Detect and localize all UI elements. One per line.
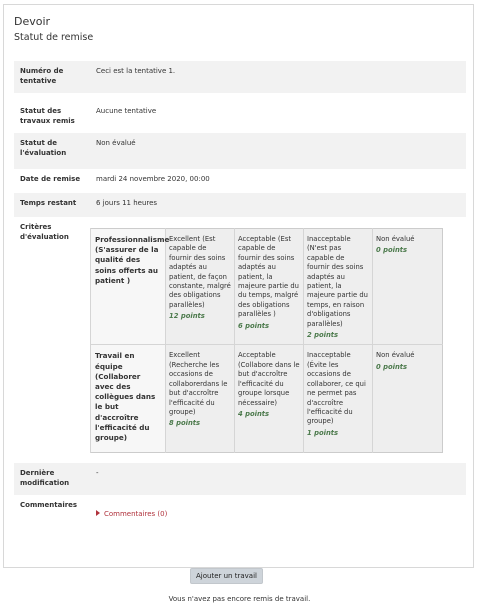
row-due-date [14, 169, 466, 193]
rubric-level[interactable] [166, 345, 235, 453]
row-value: Non évalué [96, 139, 136, 147]
level-points: 1 points [307, 428, 339, 437]
caret-right-icon [96, 510, 100, 516]
level-points: 0 points [376, 246, 408, 255]
page-header [14, 15, 93, 43]
no-submission-note: Vous n'avez pas encore remis de travail. [168, 595, 311, 603]
row-attempt [14, 61, 466, 93]
rubric-level[interactable] [235, 229, 304, 345]
add-submission-button[interactable]: Ajouter un travail [190, 568, 263, 584]
row-submission-status [14, 101, 466, 133]
submission-status-table [14, 61, 466, 535]
row-grading-status [14, 133, 466, 169]
level-definition: Non évalué [376, 235, 415, 243]
level-points: 6 points [238, 321, 270, 330]
rubric-level[interactable] [373, 345, 443, 453]
row-label: Statut de l'évaluation [20, 139, 67, 157]
row-label: Commentaires [20, 501, 78, 510]
row-value: - [96, 469, 99, 478]
level-points: 12 points [169, 312, 205, 321]
row-label: Critères d'évaluation [20, 223, 69, 241]
row-label: Temps restant [20, 199, 77, 207]
level-points: 8 points [169, 419, 201, 428]
page-subtitle: Statut de remise [14, 32, 94, 43]
row-last-modified [14, 463, 466, 495]
level-points: 2 points [307, 331, 339, 340]
rubric-criterion-row [91, 229, 443, 345]
rubric-criterion-row [91, 345, 443, 453]
row-value: mardi 24 novembre 2020, 00:00 [96, 175, 210, 183]
level-definition: Inacceptable (Évite les occasions de collaborer, ce qui ne permet pas d'accroître l'efficacité du groupe) [307, 351, 366, 426]
rubric-level[interactable] [166, 229, 235, 345]
page-title: Devoir [14, 15, 51, 28]
rubric-level[interactable] [304, 229, 373, 345]
comments-toggle-link[interactable] [96, 510, 167, 518]
criterion-name: Professionnalisme (S'assurer de la qualité des soins offerts au patient ) [91, 229, 166, 345]
rubric-table [90, 228, 443, 453]
criterion-name: Travail en équipe (Collaborer avec des collègues dans le but d'accroître l'efficacité du groupe) [91, 345, 166, 453]
row-value: Aucune tentative [96, 107, 157, 115]
row-label: Numéro de tentative [20, 67, 64, 85]
level-points: 4 points [238, 409, 270, 418]
assignment-panel [3, 4, 474, 568]
comments-link-label: Commentaires (0) [104, 510, 168, 519]
level-definition: Non évalué [376, 351, 415, 360]
row-label: Date de remise [20, 175, 81, 183]
row-label: Dernière modification [20, 469, 70, 488]
row-comments [14, 495, 466, 535]
rubric-level[interactable] [235, 345, 304, 453]
level-definition: Acceptable (Collabore dans le but d'accroître l'efficacité du groupe lorsque nécessaire) [238, 351, 300, 407]
level-definition: Excellent (Est capable de fournir des soins adaptés au patient, de façon constante, malgré des obligations parallèles) [169, 235, 231, 309]
row-value: 6 jours 11 heures [96, 199, 158, 207]
row-time-remaining [14, 193, 466, 217]
row-value: Ceci est la tentative 1. [96, 67, 176, 75]
row-label: Statut des travaux remis [20, 107, 75, 125]
level-definition: Acceptable (Est capable de fournir des soins adaptés au patient, la majeure partie du du temps, malgré des obligations parallèles ) [238, 235, 299, 319]
level-definition: Excellent (Recherche les occasions de collaborerdans le but d'accroître l'efficacité du groupe) [169, 351, 228, 416]
level-points: 0 points [376, 362, 408, 371]
rubric-level[interactable] [373, 229, 443, 345]
level-definition: Inacceptable (N'est pas capable de fournir des soins adaptés au patient, la majeure partie du temps, en raison d'obligations parallèles) [307, 235, 368, 328]
row-criteria [14, 217, 466, 463]
rubric-level[interactable] [304, 345, 373, 453]
